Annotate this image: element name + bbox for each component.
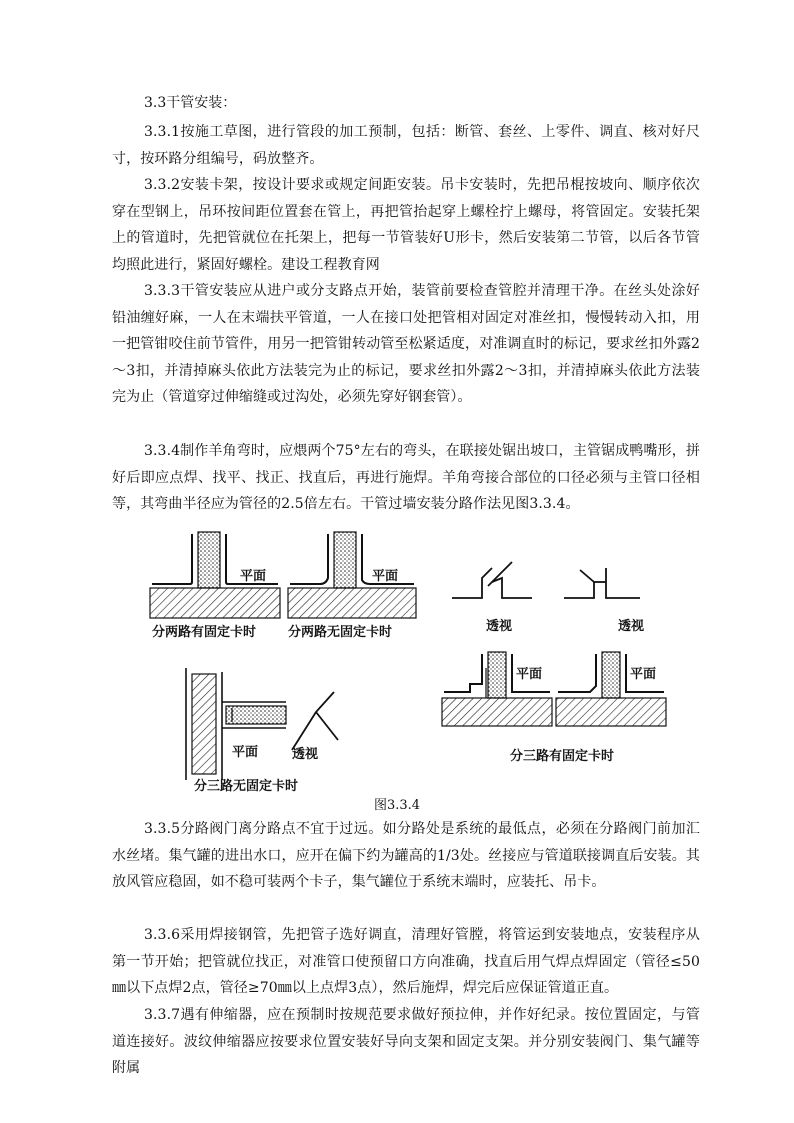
paragraph-3-3-2: 3.3.2安装卡架，按设计要求或规定间距安装。吊卡安装时，先把吊棍按坡向、顺序依次穿在型钢上，吊环按间距位置套在管上，再把管抬起穿上螺栓拧上螺母，将管固定。安装托架上的管道时，先把管就位在托架上，把每一节管装好U形卡，然后安装第二节管，以后各节管均照此进行，紧固好螺栓。建设工程教育网 <box>112 177 700 273</box>
label-plan-3: 平面 <box>516 667 543 682</box>
diagram-three-way-free <box>186 668 338 794</box>
paragraph-3-3-4: 3.3.4制作羊角弯时，应煨两个75°左右的弯头，在联接处锯出坡口，主管锯成鸭嘴形，拼好后即应点焊、找平、找正、找直后，再进行施焊。羊角弯接合部位的口径必须与主管口径相等，其弯曲半径应为管径的2.5倍左右。干管过墙安装分路作法见图3.3.4。 <box>112 443 700 512</box>
label-persp-1: 透视 <box>486 619 513 634</box>
label-persp-2: 透视 <box>618 619 645 634</box>
label-plan-2: 平面 <box>372 569 399 584</box>
figure-caption: 图3.3.4 <box>373 798 421 813</box>
label-two-way-fixed: 分两路有固定卡时 <box>152 625 257 640</box>
label-plan-5: 平面 <box>232 745 259 760</box>
paragraph-3-3-7: 3.3.7遇有伸缩器，应在预制时按规范要求做好预拉伸，并作好纪录。按位置固定，与管道连接好。波纹伸缩器应按要求位置安装好导向支架和固定支架。并分别安装阀门、集气罐等附属 <box>112 1007 700 1076</box>
diagram-perspective-symbols <box>452 562 644 634</box>
label-three-way-free: 分三路无固定卡时 <box>194 779 299 794</box>
label-plan-1: 平面 <box>240 569 267 584</box>
paragraph-3-3-3: 3.3.3干管安装应从进户或分支路点开始，装管前要检查管腔并清理干净。在丝头处涂好铅油缠好麻，一人在末端扶平管道，一人在接口处把管相对固定对准丝扣，慢慢转动入扣，用一把管钳咬住前节管件，用另一把管钳转动管至松紧适度，对准调直时的标记，要求丝扣外露2～3扣，并清掉麻头依此方法装完为止的标记，要求丝扣外露2～3扣，并清掉麻头依此方法装完为止（管道穿过伸缩缝或过沟处，必须先穿好钢套管）。 <box>112 283 700 405</box>
section-title: 3.3干管安装： <box>144 95 237 111</box>
label-three-way-fixed: 分三路有固定卡时 <box>510 749 615 764</box>
paragraph-3-3-6: 3.3.6采用焊接钢管，先把管子选好调直，清理好管膛，将管运到安装地点，安装程序从第一节开始；把管就位找正，对准管口使预留口方向准确，找直后用气焊点焊固定（管径≤50㎜以下点焊2点，管径≥70㎜以上点焊3点），然后施焊，焊完后应保证管道正直。 <box>112 927 700 996</box>
label-plan-4: 平面 <box>630 667 657 682</box>
pipe-branch-diagram <box>140 522 680 802</box>
label-two-way-free: 分两路无固定卡时 <box>288 625 393 640</box>
diagram-three-way-fixed <box>442 652 666 764</box>
diagram-two-way-free <box>288 532 416 640</box>
label-persp-3: 透视 <box>292 747 319 762</box>
figure-3-3-4 <box>140 522 680 802</box>
paragraph-3-3-1: 3.3.1按施工草图，进行管段的加工预制，包括：断管、套丝、上零件、调直、核对好尺寸，按环路分组编号，码放整齐。 <box>112 124 700 167</box>
diagram-two-way-fixed <box>150 532 280 640</box>
paragraph-3-3-5: 3.3.5分路阀门离分路点不宜于过远。如分路处是系统的最低点，必须在分路阀门前加汇水丝堵。集气罐的进出水口，应开在偏下约为罐高的1/3处。丝接应与管道联接调直后安装。其放风管应稳固，如不稳可装两个卡子，集气罐位于系统末端时，应装托、吊卡。 <box>112 821 700 890</box>
